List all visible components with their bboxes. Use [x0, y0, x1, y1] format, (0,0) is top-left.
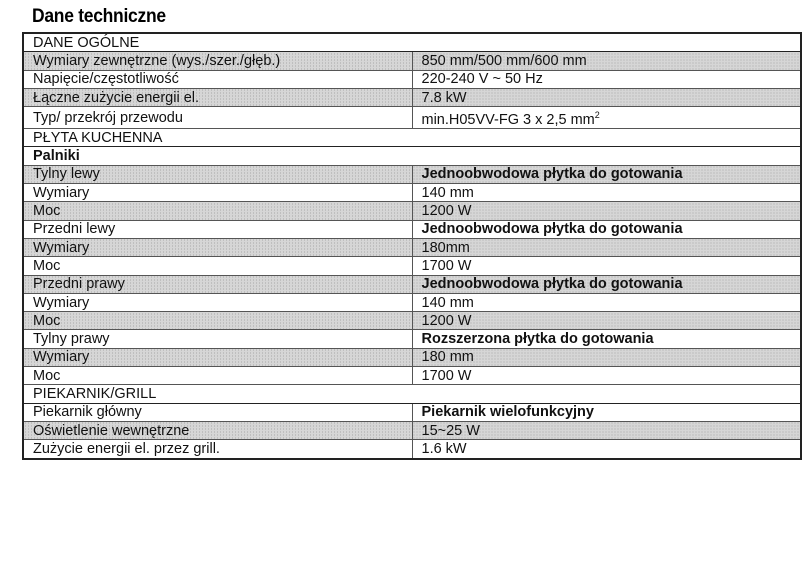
row-label: Tylny lewy	[23, 165, 412, 183]
row-value-text: 140 mm	[421, 294, 474, 311]
section-header-piekarnik-grill	[23, 385, 801, 403]
section-header-dane-ogolne	[23, 33, 801, 52]
row-value-text: 1700 W	[421, 257, 472, 274]
row-value-text: Piekarnik wielofunkcyjny	[421, 404, 594, 421]
row-label: Wymiary	[23, 238, 412, 256]
table-row	[23, 348, 801, 366]
row-label: Tylny prawy	[23, 330, 412, 348]
row-label: Wymiary zewnętrzne (wys./szer./głęb.)	[23, 52, 412, 70]
row-value-text: 1200 W	[421, 312, 472, 329]
table-row	[23, 421, 801, 439]
section-heading: DANE OGÓLNE	[23, 33, 801, 52]
row-value-text: 180 mm	[421, 349, 474, 366]
row-value	[412, 70, 801, 88]
row-value	[412, 275, 801, 293]
row-value	[412, 88, 801, 106]
table-row	[23, 293, 801, 311]
row-value-text: 1.6 kW	[421, 440, 467, 457]
row-value	[412, 312, 801, 330]
table-row	[23, 367, 801, 385]
row-value-text: 140 mm	[421, 184, 474, 201]
row-value	[412, 293, 801, 311]
table-row	[23, 88, 801, 106]
row-value	[412, 238, 801, 256]
row-value-text: Jednoobwodowa płytka do gotowania	[421, 221, 683, 238]
row-value-text: 220-240 V ~ 50 Hz	[421, 71, 543, 88]
spec-table	[22, 32, 802, 460]
row-label: Wymiary	[23, 184, 412, 202]
table-row	[23, 257, 801, 275]
page-title: Dane techniczne	[32, 6, 166, 27]
row-value	[412, 52, 801, 70]
table-row	[23, 107, 801, 129]
table-row	[23, 184, 801, 202]
table-row	[23, 275, 801, 293]
spec-table-body	[23, 33, 801, 459]
row-label: Przedni prawy	[23, 275, 412, 293]
row-label: Piekarnik główny	[23, 403, 412, 421]
row-value-text: 7.8 kW	[421, 89, 467, 106]
row-label: Oświetlenie wewnętrzne	[23, 421, 412, 439]
row-value	[412, 107, 801, 129]
row-label: Zużycie energii el. przez grill.	[23, 440, 412, 459]
row-value-text: Jednoobwodowa płytka do gotowania	[421, 166, 683, 183]
row-value-text: min.H05VV-FG 3 x 2,5 mm	[421, 112, 595, 129]
row-label: Moc	[23, 367, 412, 385]
table-row	[23, 202, 801, 220]
row-value	[412, 367, 801, 385]
row-value-text: 1700 W	[421, 367, 472, 384]
section-heading: PIEKARNIK/GRILL	[23, 385, 801, 403]
row-label: Moc	[23, 312, 412, 330]
row-value-text: 15~25 W	[421, 422, 480, 439]
row-value	[412, 220, 801, 238]
table-row	[23, 403, 801, 421]
row-label: Moc	[23, 257, 412, 275]
table-row	[23, 165, 801, 183]
row-value	[412, 403, 801, 421]
row-value	[412, 330, 801, 348]
row-value	[412, 421, 801, 439]
table-row	[23, 312, 801, 330]
table-row	[23, 238, 801, 256]
subsection-header	[23, 147, 801, 165]
table-row	[23, 440, 801, 459]
section-heading: PŁYTA KUCHENNA	[23, 129, 801, 147]
subsection-heading: Palniki	[23, 147, 801, 165]
row-value-text: 850 mm/500 mm/600 mm	[421, 52, 587, 69]
row-value-text: 180mm	[421, 239, 470, 256]
row-label: Łączne zużycie energii el.	[23, 88, 412, 106]
row-value-text: Rozszerzona płytka do gotowania	[421, 331, 654, 348]
section-header-plyta-kuchenna	[23, 129, 801, 147]
row-value-text: 1200 W	[421, 203, 472, 220]
table-row	[23, 330, 801, 348]
table-row	[23, 220, 801, 238]
row-label: Wymiary	[23, 348, 412, 366]
row-label: Wymiary	[23, 293, 412, 311]
row-value	[412, 202, 801, 220]
table-row	[23, 52, 801, 70]
row-value-text: Jednoobwodowa płytka do gotowania	[421, 276, 683, 293]
row-label: Napięcie/częstotliwość	[23, 70, 412, 88]
row-value	[412, 257, 801, 275]
row-value	[412, 440, 801, 459]
table-row	[23, 70, 801, 88]
row-label: Moc	[23, 202, 412, 220]
row-value	[412, 165, 801, 183]
row-label: Typ/ przekrój przewodu	[23, 107, 412, 129]
row-value	[412, 348, 801, 366]
row-value	[412, 184, 801, 202]
row-label: Przedni lewy	[23, 220, 412, 238]
row-value-superscript: 2	[594, 110, 600, 121]
